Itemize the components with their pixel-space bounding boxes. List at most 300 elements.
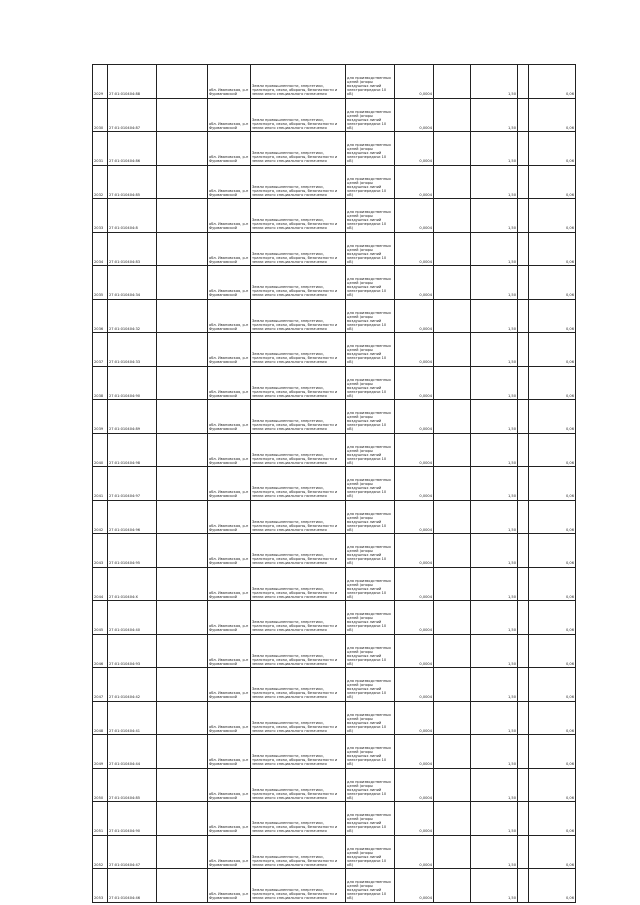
empty-cell[interactable]	[518, 668, 529, 702]
area-cell[interactable]: 0,0004	[395, 634, 434, 668]
table-row	[93, 467, 576, 501]
empty-cell[interactable]	[157, 768, 208, 802]
cadastral-number-cell[interactable]: 27:01:010404:42	[108, 668, 157, 702]
row-number-cell[interactable]: 2031	[93, 132, 108, 166]
cadastral-number-cell[interactable]: 27:01:010404:8	[108, 199, 157, 233]
cadastral-number-cell[interactable]: 27:01:010404:85	[108, 165, 157, 199]
cadastral-number-cell[interactable]: 27:01:010404:34	[108, 266, 157, 300]
rate-cell[interactable]: 1,50	[471, 835, 518, 869]
empty-cell[interactable]	[518, 132, 529, 166]
rate-cell[interactable]: 1,50	[471, 601, 518, 635]
cadastral-number-cell[interactable]: 27:01:010404:86	[108, 132, 157, 166]
tax-amount-cell[interactable]: 0,06	[529, 400, 576, 434]
empty-cell[interactable]	[434, 802, 471, 836]
empty-cell[interactable]	[434, 299, 471, 333]
cadastral-number-cell[interactable]: 27:01:010404:85	[108, 768, 157, 802]
empty-cell[interactable]	[518, 400, 529, 434]
empty-cell[interactable]	[157, 65, 208, 99]
address-cell[interactable]: обл. Ивановская, р-н Фурмановский	[208, 366, 251, 400]
land-category-cell[interactable]: Земли промышленности, энергетики, транспорта, связи, обороны, безопасности и земли иного специального назначения	[251, 668, 346, 702]
empty-cell[interactable]	[157, 433, 208, 467]
tax-amount-cell[interactable]: 0,06	[529, 433, 576, 467]
empty-cell[interactable]	[434, 500, 471, 534]
land-category-cell[interactable]: Земли промышленности, энергетики, транспорта, связи, обороны, безопасности и земли иного специального назначения	[251, 98, 346, 132]
permitted-use-cell[interactable]: для производственных целей (опоры воздушных линий электропередачи 10 кВ)	[346, 802, 395, 836]
cadastral-number-cell[interactable]: 27:01:010404:90	[108, 366, 157, 400]
table-row	[93, 500, 576, 534]
cadastral-number-cell[interactable]: 27:01:010404:40	[108, 601, 157, 635]
empty-cell[interactable]	[157, 802, 208, 836]
permitted-use-cell[interactable]: для производственных целей (опоры воздушных линий электропередачи 10 кВ)	[346, 199, 395, 233]
tax-amount-cell[interactable]: 0,06	[529, 232, 576, 266]
rate-cell[interactable]: 1,50	[471, 500, 518, 534]
area-cell[interactable]: 0,0004	[395, 165, 434, 199]
empty-cell[interactable]	[434, 701, 471, 735]
land-category-cell[interactable]: Земли промышленности, энергетики, транспорта, связи, обороны, безопасности и земли иного специального назначения	[251, 869, 346, 903]
area-cell[interactable]: 0,0004	[395, 534, 434, 568]
tax-amount-cell[interactable]: 0,06	[529, 701, 576, 735]
empty-cell[interactable]	[434, 65, 471, 99]
land-category-cell[interactable]: Земли промышленности, энергетики, транспорта, связи, обороны, безопасности и земли иного специального назначения	[251, 433, 346, 467]
rate-cell[interactable]: 1,50	[471, 433, 518, 467]
empty-cell[interactable]	[434, 433, 471, 467]
area-cell[interactable]: 0,0004	[395, 266, 434, 300]
land-category-cell[interactable]: Земли промышленности, энергетики, транспорта, связи, обороны, безопасности и земли иного специального назначения	[251, 400, 346, 434]
table-row	[93, 567, 576, 601]
cadastral-number-cell[interactable]: 27:01:010404:90	[108, 802, 157, 836]
empty-cell[interactable]	[518, 98, 529, 132]
tax-amount-cell[interactable]: 0,06	[529, 199, 576, 233]
empty-cell[interactable]	[518, 165, 529, 199]
table-row	[93, 735, 576, 769]
empty-cell[interactable]	[157, 366, 208, 400]
table-row	[93, 869, 576, 903]
row-number-cell[interactable]: 2046	[93, 634, 108, 668]
empty-cell[interactable]	[518, 333, 529, 367]
row-number-cell[interactable]: 2038	[93, 366, 108, 400]
empty-cell[interactable]	[434, 165, 471, 199]
permitted-use-cell[interactable]: для производственных целей (опоры воздушных линий электропередачи 10 кВ)	[346, 65, 395, 99]
empty-cell[interactable]	[518, 366, 529, 400]
cadastral-number-cell[interactable]: 27:01:010404:41	[108, 701, 157, 735]
table-body	[93, 65, 576, 903]
row-number-cell[interactable]: 2033	[93, 199, 108, 233]
permitted-use-cell[interactable]: для производственных целей (опоры воздушных линий электропередачи 10 кВ)	[346, 634, 395, 668]
area-cell[interactable]: 0,0004	[395, 701, 434, 735]
address-cell[interactable]: обл. Ивановская, р-н Фурмановский	[208, 500, 251, 534]
empty-cell[interactable]	[518, 835, 529, 869]
rate-cell[interactable]: 1,50	[471, 534, 518, 568]
address-cell[interactable]: обл. Ивановская, р-н Фурмановский	[208, 132, 251, 166]
permitted-use-cell[interactable]: для производственных целей (опоры воздушных линий электропередачи 10 кВ)	[346, 567, 395, 601]
area-cell[interactable]: 0,0004	[395, 333, 434, 367]
row-number-cell[interactable]: 2043	[93, 534, 108, 568]
area-cell[interactable]: 0,0004	[395, 132, 434, 166]
rate-cell[interactable]: 1,50	[471, 366, 518, 400]
tax-amount-cell[interactable]: 0,06	[529, 165, 576, 199]
land-category-cell[interactable]: Земли промышленности, энергетики, транспорта, связи, обороны, безопасности и земли иного специального назначения	[251, 467, 346, 501]
empty-cell[interactable]	[434, 132, 471, 166]
rate-cell[interactable]: 1,50	[471, 701, 518, 735]
rate-cell[interactable]: 1,50	[471, 400, 518, 434]
land-category-cell[interactable]: Земли промышленности, энергетики, транспорта, связи, обороны, безопасности и земли иного специального назначения	[251, 768, 346, 802]
address-cell[interactable]: обл. Ивановская, р-н Фурмановский	[208, 232, 251, 266]
cadastral-number-cell[interactable]: 27:01:010404:83	[108, 232, 157, 266]
table-row	[93, 634, 576, 668]
rate-cell[interactable]: 1,50	[471, 65, 518, 99]
row-number-cell[interactable]: 2035	[93, 266, 108, 300]
rate-cell[interactable]: 1,50	[471, 802, 518, 836]
tax-amount-cell[interactable]: 0,06	[529, 467, 576, 501]
rate-cell[interactable]: 1,50	[471, 232, 518, 266]
row-number-cell[interactable]: 2050	[93, 768, 108, 802]
table-row	[93, 601, 576, 635]
area-cell[interactable]: 0,0004	[395, 500, 434, 534]
address-cell[interactable]: обл. Ивановская, р-н Фурмановский	[208, 869, 251, 903]
permitted-use-cell[interactable]: для производственных целей (опоры воздушных линий электропередачи 10 кВ)	[346, 668, 395, 702]
empty-cell[interactable]	[518, 232, 529, 266]
area-cell[interactable]: 0,0004	[395, 467, 434, 501]
area-cell[interactable]: 0,0004	[395, 98, 434, 132]
table-row	[93, 132, 576, 166]
empty-cell[interactable]	[434, 199, 471, 233]
empty-cell[interactable]	[434, 98, 471, 132]
land-category-cell[interactable]: Земли промышленности, энергетики, транспорта, связи, обороны, безопасности и земли иного специального назначения	[251, 65, 346, 99]
permitted-use-cell[interactable]: для производственных целей (опоры воздушных линий электропередачи 10 кВ)	[346, 400, 395, 434]
tax-amount-cell[interactable]: 0,06	[529, 835, 576, 869]
land-category-cell[interactable]: Земли промышленности, энергетики, транспорта, связи, обороны, безопасности и земли иного специального назначения	[251, 735, 346, 769]
permitted-use-cell[interactable]: для производственных целей (опоры воздушных линий электропередачи 10 кВ)	[346, 232, 395, 266]
permitted-use-cell[interactable]: для производственных целей (опоры воздушных линий электропередачи 10 кВ)	[346, 534, 395, 568]
tax-amount-cell[interactable]: 0,06	[529, 601, 576, 635]
empty-cell[interactable]	[434, 400, 471, 434]
empty-cell[interactable]	[157, 567, 208, 601]
row-number-cell[interactable]: 2042	[93, 500, 108, 534]
cadastral-number-cell[interactable]: 27:01:010404:47	[108, 835, 157, 869]
area-cell[interactable]: 0,0004	[395, 601, 434, 635]
area-cell[interactable]: 0,0004	[395, 668, 434, 702]
empty-cell[interactable]	[157, 735, 208, 769]
row-number-cell[interactable]: 2053	[93, 869, 108, 903]
land-category-cell[interactable]: Земли промышленности, энергетики, транспорта, связи, обороны, безопасности и земли иного специального назначения	[251, 802, 346, 836]
tax-amount-cell[interactable]: 0,06	[529, 132, 576, 166]
permitted-use-cell[interactable]: для производственных целей (опоры воздушных линий электропередачи 10 кВ)	[346, 433, 395, 467]
permitted-use-cell[interactable]: для производственных целей (опоры воздушных линий электропередачи 10 кВ)	[346, 132, 395, 166]
rate-cell[interactable]: 1,50	[471, 567, 518, 601]
empty-cell[interactable]	[157, 400, 208, 434]
cadastral-number-cell[interactable]: 27:01:010404:96	[108, 500, 157, 534]
row-number-cell[interactable]: 2041	[93, 467, 108, 501]
cadastral-number-cell[interactable]: 27:01:010404:33	[108, 333, 157, 367]
permitted-use-cell[interactable]: для производственных целей (опоры воздушных линий электропередачи 10 кВ)	[346, 467, 395, 501]
tax-amount-cell[interactable]: 0,06	[529, 768, 576, 802]
land-category-cell[interactable]: Земли промышленности, энергетики, транспорта, связи, обороны, безопасности и земли иного специального назначения	[251, 601, 346, 635]
rate-cell[interactable]: 1,50	[471, 869, 518, 903]
table-row	[93, 199, 576, 233]
address-cell[interactable]: обл. Ивановская, р-н Фурмановский	[208, 634, 251, 668]
table-row	[93, 266, 576, 300]
tax-amount-cell[interactable]: 0,06	[529, 299, 576, 333]
empty-cell[interactable]	[518, 869, 529, 903]
address-cell[interactable]: обл. Ивановская, р-н Фурмановский	[208, 165, 251, 199]
empty-cell[interactable]	[157, 299, 208, 333]
area-cell[interactable]: 0,0004	[395, 835, 434, 869]
address-cell[interactable]: обл. Ивановская, р-н Фурмановский	[208, 467, 251, 501]
row-number-cell[interactable]: 2039	[93, 400, 108, 434]
permitted-use-cell[interactable]: для производственных целей (опоры воздушных линий электропередачи 10 кВ)	[346, 333, 395, 367]
empty-cell[interactable]	[518, 500, 529, 534]
permitted-use-cell[interactable]: для производственных целей (опоры воздушных линий электропередачи 10 кВ)	[346, 98, 395, 132]
land-category-cell[interactable]: Земли промышленности, энергетики, транспорта, связи, обороны, безопасности и земли иного специального назначения	[251, 534, 346, 568]
permitted-use-cell[interactable]: для производственных целей (опоры воздушных линий электропередачи 10 кВ)	[346, 266, 395, 300]
tax-amount-cell[interactable]: 0,06	[529, 802, 576, 836]
address-cell[interactable]: обл. Ивановская, р-н Фурмановский	[208, 567, 251, 601]
land-category-cell[interactable]: Земли промышленности, энергетики, транспорта, связи, обороны, безопасности и земли иного специального назначения	[251, 165, 346, 199]
row-number-cell[interactable]: 2036	[93, 299, 108, 333]
land-category-cell[interactable]: Земли промышленности, энергетики, транспорта, связи, обороны, безопасности и земли иного специального назначения	[251, 299, 346, 333]
area-cell[interactable]: 0,0004	[395, 199, 434, 233]
table-row	[93, 768, 576, 802]
row-number-cell[interactable]: 2049	[93, 735, 108, 769]
permitted-use-cell[interactable]: для производственных целей (опоры воздушных линий электропередачи 10 кВ)	[346, 735, 395, 769]
empty-cell[interactable]	[434, 366, 471, 400]
rate-cell[interactable]: 1,50	[471, 768, 518, 802]
rate-cell[interactable]: 1,50	[471, 199, 518, 233]
empty-cell[interactable]	[157, 701, 208, 735]
tax-amount-cell[interactable]: 0,06	[529, 869, 576, 903]
empty-cell[interactable]	[157, 333, 208, 367]
rate-cell[interactable]: 1,50	[471, 266, 518, 300]
tax-amount-cell[interactable]: 0,06	[529, 98, 576, 132]
empty-cell[interactable]	[518, 701, 529, 735]
row-number-cell[interactable]: 2048	[93, 701, 108, 735]
rate-cell[interactable]: 1,50	[471, 132, 518, 166]
address-cell[interactable]: обл. Ивановская, р-н Фурмановский	[208, 98, 251, 132]
land-category-cell[interactable]: Земли промышленности, энергетики, транспорта, связи, обороны, безопасности и земли иного специального назначения	[251, 333, 346, 367]
table-row	[93, 701, 576, 735]
cadastral-number-cell[interactable]: 27:01:010404:87	[108, 98, 157, 132]
empty-cell[interactable]	[157, 668, 208, 702]
table-row	[93, 165, 576, 199]
empty-cell[interactable]	[518, 199, 529, 233]
empty-cell[interactable]	[518, 601, 529, 635]
empty-cell[interactable]	[157, 232, 208, 266]
tax-amount-cell[interactable]: 0,06	[529, 567, 576, 601]
empty-cell[interactable]	[518, 802, 529, 836]
address-cell[interactable]: обл. Ивановская, р-н Фурмановский	[208, 65, 251, 99]
empty-cell[interactable]	[157, 534, 208, 568]
land-category-cell[interactable]: Земли промышленности, энергетики, транспорта, связи, обороны, безопасности и земли иного специального назначения	[251, 132, 346, 166]
cadastral-number-cell[interactable]: 27:01:010404:46	[108, 869, 157, 903]
permitted-use-cell[interactable]: для производственных целей (опоры воздушных линий электропередачи 10 кВ)	[346, 869, 395, 903]
area-cell[interactable]: 0,0004	[395, 802, 434, 836]
cadastral-number-cell[interactable]: 27:01:010404:44	[108, 735, 157, 769]
tax-amount-cell[interactable]: 0,06	[529, 668, 576, 702]
empty-cell[interactable]	[157, 199, 208, 233]
area-cell[interactable]: 0,0004	[395, 735, 434, 769]
empty-cell[interactable]	[434, 534, 471, 568]
empty-cell[interactable]	[157, 467, 208, 501]
row-number-cell[interactable]: 2037	[93, 333, 108, 367]
area-cell[interactable]: 0,0004	[395, 65, 434, 99]
empty-cell[interactable]	[518, 467, 529, 501]
area-cell[interactable]: 0,0004	[395, 366, 434, 400]
address-cell[interactable]: обл. Ивановская, р-н Фурмановский	[208, 433, 251, 467]
row-number-cell[interactable]: 2045	[93, 601, 108, 635]
row-number-cell[interactable]: 2052	[93, 835, 108, 869]
table-row	[93, 232, 576, 266]
table-row	[93, 534, 576, 568]
land-category-cell[interactable]: Земли промышленности, энергетики, транспорта, связи, обороны, безопасности и земли иного специального назначения	[251, 199, 346, 233]
row-number-cell[interactable]: 2030	[93, 98, 108, 132]
area-cell[interactable]: 0,0004	[395, 299, 434, 333]
empty-cell[interactable]	[157, 634, 208, 668]
area-cell[interactable]: 0,0004	[395, 400, 434, 434]
tax-amount-cell[interactable]: 0,06	[529, 534, 576, 568]
address-cell[interactable]: обл. Ивановская, р-н Фурмановский	[208, 601, 251, 635]
cadastral-number-cell[interactable]: 27:01:010404:97	[108, 467, 157, 501]
address-cell[interactable]: обл. Ивановская, р-н Фурмановский	[208, 400, 251, 434]
cadastral-number-cell[interactable]: 27:01:010404:32	[108, 299, 157, 333]
empty-cell[interactable]	[518, 534, 529, 568]
rate-cell[interactable]: 1,50	[471, 165, 518, 199]
address-cell[interactable]: обл. Ивановская, р-н Фурмановский	[208, 735, 251, 769]
land-category-cell[interactable]: Земли промышленности, энергетики, транспорта, связи, обороны, безопасности и земли иного специального назначения	[251, 634, 346, 668]
rate-cell[interactable]: 1,50	[471, 735, 518, 769]
spreadsheet-page	[92, 64, 574, 903]
land-category-cell[interactable]: Земли промышленности, энергетики, транспорта, связи, обороны, безопасности и земли иного специального назначения	[251, 567, 346, 601]
empty-cell[interactable]	[518, 768, 529, 802]
rate-cell[interactable]: 1,50	[471, 98, 518, 132]
tax-amount-cell[interactable]: 0,06	[529, 735, 576, 769]
address-cell[interactable]: обл. Ивановская, р-н Фурмановский	[208, 199, 251, 233]
empty-cell[interactable]	[518, 567, 529, 601]
empty-cell[interactable]	[434, 266, 471, 300]
address-cell[interactable]: обл. Ивановская, р-н Фурмановский	[208, 534, 251, 568]
address-cell[interactable]: обл. Ивановская, р-н Фурмановский	[208, 701, 251, 735]
row-number-cell[interactable]: 2051	[93, 802, 108, 836]
table-row	[93, 400, 576, 434]
empty-cell[interactable]	[434, 601, 471, 635]
empty-cell[interactable]	[518, 65, 529, 99]
rate-cell[interactable]: 1,50	[471, 634, 518, 668]
empty-cell[interactable]	[157, 266, 208, 300]
empty-cell[interactable]	[434, 333, 471, 367]
table-row	[93, 98, 576, 132]
area-cell[interactable]: 0,0004	[395, 768, 434, 802]
cadastral-number-cell[interactable]: 27:01:010404:93	[108, 634, 157, 668]
tax-amount-cell[interactable]: 0,06	[529, 333, 576, 367]
land-category-cell[interactable]: Земли промышленности, энергетики, транспорта, связи, обороны, безопасности и земли иного специального назначения	[251, 835, 346, 869]
land-parcels-table	[92, 64, 576, 903]
rate-cell[interactable]: 1,50	[471, 299, 518, 333]
empty-cell[interactable]	[157, 835, 208, 869]
address-cell[interactable]: обл. Ивановская, р-н Фурмановский	[208, 802, 251, 836]
empty-cell[interactable]	[518, 634, 529, 668]
rate-cell[interactable]: 1,50	[471, 467, 518, 501]
empty-cell[interactable]	[434, 668, 471, 702]
cadastral-number-cell[interactable]: 27:01:010404:88	[108, 65, 157, 99]
table-row	[93, 433, 576, 467]
permitted-use-cell[interactable]: для производственных целей (опоры воздушных линий электропередачи 10 кВ)	[346, 701, 395, 735]
empty-cell[interactable]	[518, 735, 529, 769]
address-cell[interactable]: обл. Ивановская, р-н Фурмановский	[208, 333, 251, 367]
permitted-use-cell[interactable]: для производственных целей (опоры воздушных линий электропередачи 10 кВ)	[346, 768, 395, 802]
empty-cell[interactable]	[157, 869, 208, 903]
cadastral-number-cell[interactable]: 27:01:010404:X	[108, 567, 157, 601]
empty-cell[interactable]	[434, 232, 471, 266]
empty-cell[interactable]	[434, 768, 471, 802]
address-cell[interactable]: обл. Ивановская, р-н Фурмановский	[208, 835, 251, 869]
empty-cell[interactable]	[157, 500, 208, 534]
empty-cell[interactable]	[434, 735, 471, 769]
rate-cell[interactable]: 1,50	[471, 333, 518, 367]
area-cell[interactable]: 0,0004	[395, 232, 434, 266]
permitted-use-cell[interactable]: для производственных целей (опоры воздушных линий электропередачи 10 кВ)	[346, 165, 395, 199]
land-category-cell[interactable]: Земли промышленности, энергетики, транспорта, связи, обороны, безопасности и земли иного специального назначения	[251, 701, 346, 735]
empty-cell[interactable]	[157, 98, 208, 132]
land-category-cell[interactable]: Земли промышленности, энергетики, транспорта, связи, обороны, безопасности и земли иного специального назначения	[251, 500, 346, 534]
tax-amount-cell[interactable]: 0,06	[529, 65, 576, 99]
address-cell[interactable]: обл. Ивановская, р-н Фурмановский	[208, 668, 251, 702]
tax-amount-cell[interactable]: 0,06	[529, 500, 576, 534]
row-number-cell[interactable]: 2047	[93, 668, 108, 702]
permitted-use-cell[interactable]: для производственных целей (опоры воздушных линий электропередачи 10 кВ)	[346, 500, 395, 534]
table-row	[93, 333, 576, 367]
permitted-use-cell[interactable]: для производственных целей (опоры воздушных линий электропередачи 10 кВ)	[346, 835, 395, 869]
table-row	[93, 668, 576, 702]
empty-cell[interactable]	[434, 835, 471, 869]
row-number-cell[interactable]: 2032	[93, 165, 108, 199]
empty-cell[interactable]	[157, 165, 208, 199]
empty-cell[interactable]	[434, 634, 471, 668]
tax-amount-cell[interactable]: 0,06	[529, 366, 576, 400]
land-category-cell[interactable]: Земли промышленности, энергетики, транспорта, связи, обороны, безопасности и земли иного специального назначения	[251, 232, 346, 266]
empty-cell[interactable]	[157, 601, 208, 635]
cadastral-number-cell[interactable]: 27:01:010404:98	[108, 433, 157, 467]
empty-cell[interactable]	[434, 567, 471, 601]
empty-cell[interactable]	[518, 266, 529, 300]
permitted-use-cell[interactable]: для производственных целей (опоры воздушных линий электропередачи 10 кВ)	[346, 366, 395, 400]
address-cell[interactable]: обл. Ивановская, р-н Фурмановский	[208, 299, 251, 333]
cadastral-number-cell[interactable]: 27:01:010404:95	[108, 534, 157, 568]
cadastral-number-cell[interactable]: 27:01:010404:89	[108, 400, 157, 434]
empty-cell[interactable]	[434, 869, 471, 903]
tax-amount-cell[interactable]: 0,06	[529, 266, 576, 300]
address-cell[interactable]: обл. Ивановская, р-н Фурмановский	[208, 768, 251, 802]
empty-cell[interactable]	[434, 467, 471, 501]
area-cell[interactable]: 0,0004	[395, 433, 434, 467]
row-number-cell[interactable]: 2044	[93, 567, 108, 601]
empty-cell[interactable]	[157, 132, 208, 166]
land-category-cell[interactable]: Земли промышленности, энергетики, транспорта, связи, обороны, безопасности и земли иного специального назначения	[251, 366, 346, 400]
row-number-cell[interactable]: 2034	[93, 232, 108, 266]
address-cell[interactable]: обл. Ивановская, р-н Фурмановский	[208, 266, 251, 300]
row-number-cell[interactable]: 2040	[93, 433, 108, 467]
table-row	[93, 65, 576, 99]
permitted-use-cell[interactable]: для производственных целей (опоры воздушных линий электропередачи 10 кВ)	[346, 299, 395, 333]
row-number-cell[interactable]: 2029	[93, 65, 108, 99]
empty-cell[interactable]	[518, 433, 529, 467]
permitted-use-cell[interactable]: для производственных целей (опоры воздушных линий электропередачи 10 кВ)	[346, 601, 395, 635]
rate-cell[interactable]: 1,50	[471, 668, 518, 702]
empty-cell[interactable]	[518, 299, 529, 333]
table-row	[93, 299, 576, 333]
tax-amount-cell[interactable]: 0,06	[529, 634, 576, 668]
area-cell[interactable]: 0,0004	[395, 869, 434, 903]
area-cell[interactable]: 0,0004	[395, 567, 434, 601]
land-category-cell[interactable]: Земли промышленности, энергетики, транспорта, связи, обороны, безопасности и земли иного специального назначения	[251, 266, 346, 300]
